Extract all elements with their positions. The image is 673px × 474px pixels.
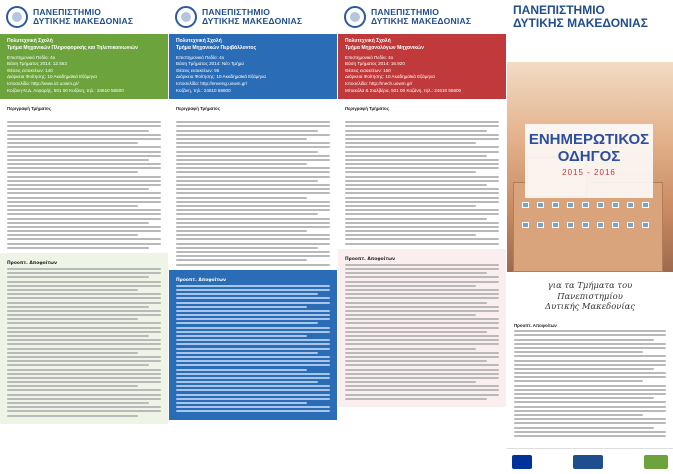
university-emblem-icon — [6, 6, 28, 28]
funding-logos — [507, 448, 673, 474]
cover-panel — [507, 0, 673, 474]
description-text — [338, 121, 506, 244]
graduates-section — [169, 270, 337, 420]
section-title: Περιγραφή Τμήματος — [7, 106, 52, 112]
department-name: Τμήμα Μηχανικών Περιβάλλοντος — [176, 45, 257, 52]
university-name-2: ΔΥΤΙΚΗΣ ΜΑΚΕΔΟΝΙΑΣ — [202, 16, 303, 26]
section-title: Προοπτ. Αποφοίτων — [176, 277, 226, 283]
school-name: Πολυτεχνική Σχολή — [7, 38, 53, 44]
cover-logo — [507, 0, 673, 60]
eu-flag-icon — [512, 455, 532, 469]
espa-logo — [573, 455, 603, 469]
graduates-section — [338, 249, 506, 407]
field: Κοζάνη, τηλ.: 24610 56600 — [176, 87, 231, 93]
field: Επιστημονικό Πεδίο: 4ο — [176, 54, 225, 60]
department-name: Τμήμα Μηχανολόγων Μηχανικών — [345, 45, 424, 52]
program-logo — [644, 455, 668, 469]
dept-header — [169, 34, 337, 99]
caption-line-2: Πανεπιστημίου — [557, 290, 623, 301]
cover-uni-2: ΔΥΤΙΚΗΣ ΜΑΚΕΔΟΝΙΑΣ — [513, 15, 648, 30]
guide-title-1: ΕΝΗΜΕΡΩΤΙΚΟΣ — [528, 131, 650, 148]
campus-photo — [507, 62, 673, 272]
university-name-2: ΔΥΤΙΚΗΣ ΜΑΚΕΔΟΝΙΑΣ — [33, 16, 134, 26]
cover-graduates — [507, 316, 673, 448]
dept-header — [338, 34, 506, 99]
field: Μπακόλα & Σιαλβέρα, 501 00 Κοζάνη, τηλ.: 24610 56600 — [345, 87, 462, 93]
dept-header — [0, 34, 168, 99]
university-logo — [169, 0, 337, 34]
cover-caption — [507, 274, 673, 314]
section-title: Προοπτ. Αποφοίτων — [7, 260, 57, 266]
field: Επιστημονικό Πεδίο: 4ο — [345, 54, 394, 60]
website-link[interactable]: Ιστοσελίδα: http://enveng.uowm.gr/ — [176, 81, 248, 87]
university-emblem-icon — [175, 6, 197, 28]
university-logo — [0, 0, 168, 34]
cover-uni-1: ΠΑΝΕΠΙΣΤΗΜΙΟ — [513, 3, 605, 17]
field: Θέσεις εισακτέων: 95 — [176, 67, 220, 73]
school-name: Πολυτεχνική Σχολή — [176, 38, 222, 44]
field: Θέσεις εισακτέων: 140 — [7, 67, 53, 73]
school-name: Πολυτεχνική Σχολή — [345, 38, 391, 44]
university-emblem-icon — [344, 6, 366, 28]
guide-title-box — [525, 124, 653, 198]
section-title: Περιγραφή Τμήματος — [345, 106, 390, 112]
field: Κοζάνη-Ν.Δ. Λογαρής, 501 00 Κοζάνη, τηλ.: 24610 56500 — [7, 87, 124, 93]
description-text — [0, 121, 168, 249]
university-name-1: ΠΑΝΕΠΙΣΤΗΜΙΟ — [202, 6, 271, 17]
caption-line-1: για τα Τμήματα του — [547, 280, 633, 290]
guide-years: 2015 - 2016 — [562, 168, 616, 177]
description-text — [169, 121, 337, 265]
university-logo — [338, 0, 506, 34]
department-name: Τμήμα Μηχανικών Πληροφορικής και Τηλεπικοινωνιών — [7, 45, 138, 52]
panel-mech — [338, 0, 506, 474]
field: Επιστημονικό Πεδίο: 4ο — [7, 54, 56, 60]
field: Βάση Τμήματος 2014: Νέο Τμήμα — [176, 61, 244, 67]
field: Βάση Τμήματος 2014: 16.920 — [345, 61, 405, 67]
website-link[interactable]: Ιστοσελίδα: http://mech.uowm.gr/ — [345, 81, 413, 87]
field: Διάρκεια Φοίτησης: 10 Ακαδημαϊκά Εξάμηνα — [176, 74, 266, 80]
field: Βάση Τμήματος 2014: 12.553 — [7, 61, 67, 67]
panel-ict — [0, 0, 168, 474]
field: Διάρκεια Φοίτησης: 10 Ακαδημαϊκά Εξάμηνα — [7, 74, 97, 80]
university-name-1: ΠΑΝΕΠΙΣΤΗΜΙΟ — [33, 6, 102, 17]
caption-line-3: Δυτικής Μακεδονίας — [545, 301, 635, 311]
university-name-2: ΔΥΤΙΚΗΣ ΜΑΚΕΔΟΝΙΑΣ — [371, 16, 472, 26]
field: Διάρκεια Φοίτησης: 10 Ακαδημαϊκά Εξάμηνα — [345, 74, 435, 80]
university-name-1: ΠΑΝΕΠΙΣΤΗΜΙΟ — [371, 6, 440, 17]
section-title: Περιγραφή Τμήματος — [176, 106, 221, 112]
section-title: Προοπτ. Αποφοίτων — [514, 323, 557, 328]
field: Θέσεις εισακτέων: 150 — [345, 67, 391, 73]
panel-env — [169, 0, 337, 474]
section-title: Προοπτ. Αποφοίτων — [345, 256, 395, 262]
graduates-section — [0, 253, 168, 424]
website-link[interactable]: Ιστοσελίδα: http://www.ict.uowm.gr/ — [7, 81, 79, 87]
guide-title-2: ΟΔΗΓΟΣ — [557, 147, 621, 165]
